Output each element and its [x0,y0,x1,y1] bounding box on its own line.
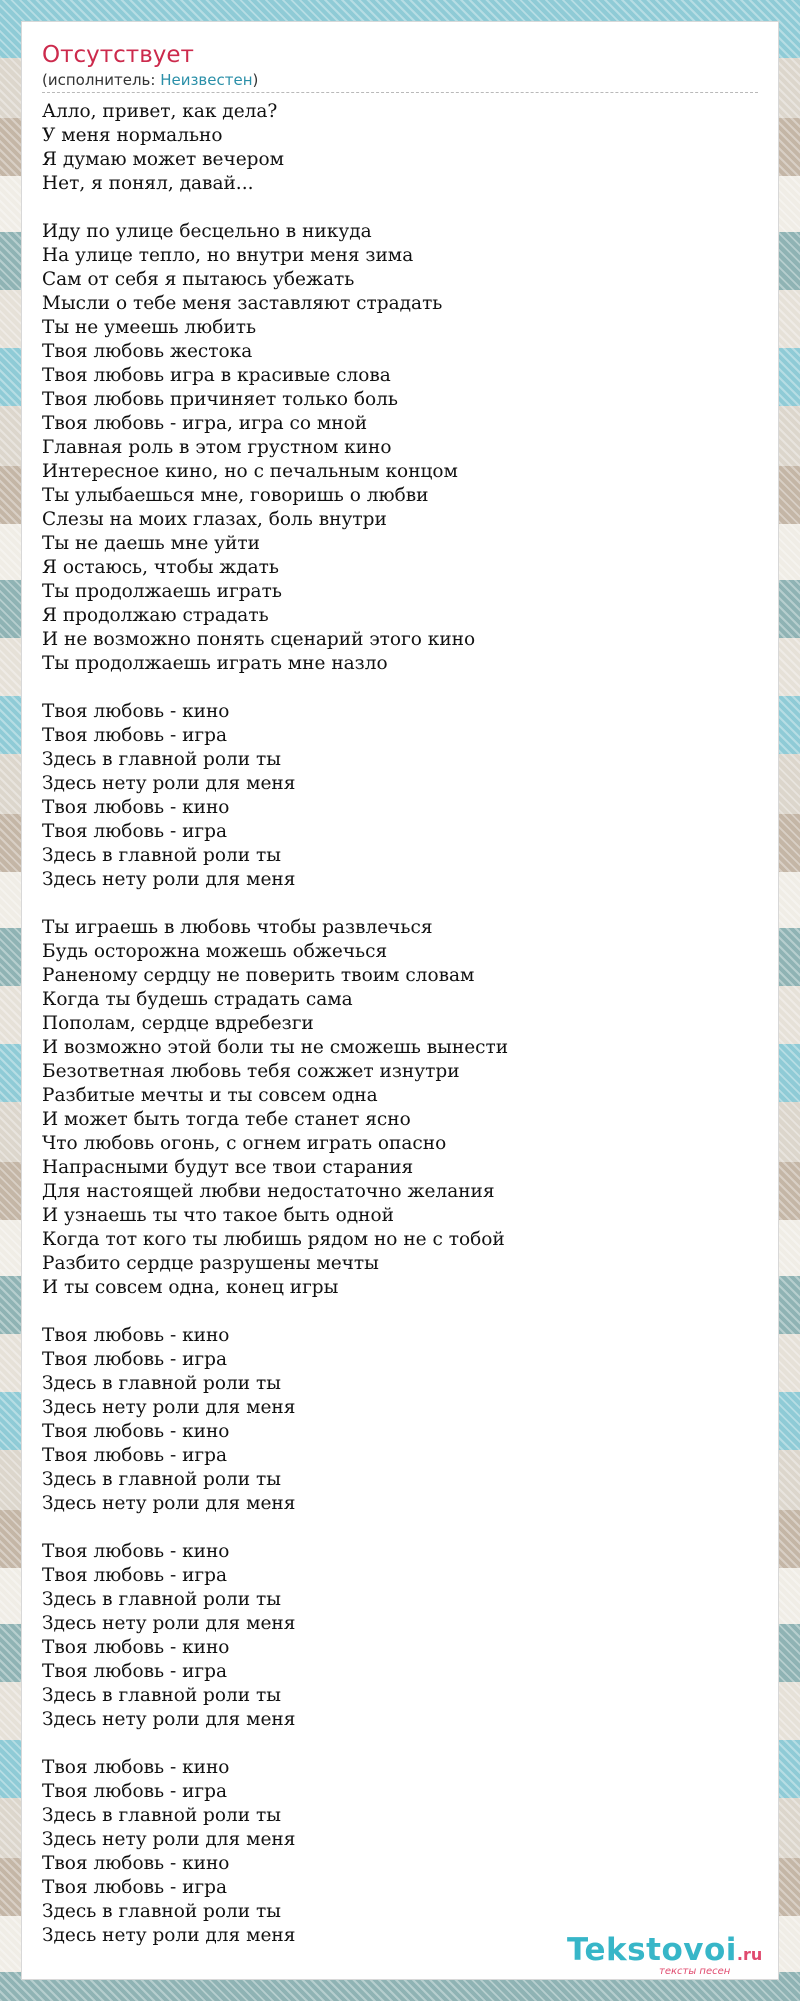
lyric-line: Твоя любовь - кино [42,797,230,818]
lyric-line: Сам от себя я пытаюсь убежать [42,269,355,290]
lyric-line: Здесь нету роли для меня [42,869,296,890]
lyric-line: Здесь нету роли для меня [42,1397,296,1418]
lyric-line: Твоя любовь - игра [42,1565,227,1586]
lyric-line: Твоя любовь - игра [42,1877,227,1898]
lyric-line: Здесь в главной роли ты [42,1589,281,1610]
lyrics-card [22,22,778,1979]
lyric-line: И может быть тогда тебе станет ясно [42,1109,411,1130]
lyric-line: Твоя любовь - кино [42,1421,230,1442]
lyric-line: Я остаюсь, чтобы ждать [42,557,279,578]
lyric-line: Напрасными будут все твои старания [42,1157,414,1178]
lyric-line: Твоя любовь - игра [42,725,227,746]
lyrics-stanza [42,700,758,892]
lyric-line: У меня нормально [42,125,223,146]
logo-name: Tekstovoi [567,1932,737,1968]
lyric-line: Здесь в главной роли ты [42,1373,281,1394]
lyric-line: И узнаешь ты что такое быть одной [42,1205,394,1226]
lyric-line: Я продолжаю страдать [42,605,269,626]
lyrics-stanza [42,1756,758,1948]
lyric-line: Иду по улице бесцельно в никуда [42,221,372,242]
lyrics-text [42,100,758,1972]
lyric-line: Ты не умеешь любить [42,317,257,338]
lyric-line: И не возможно понять сценарий этого кино [42,629,476,650]
lyrics-stanza [42,220,758,676]
artist-line [42,70,758,93]
lyric-line: Раненому сердцу не поверить твоим словам [42,965,475,986]
song-title: Отсутствует [42,42,194,68]
lyric-line: Для настоящей любви недостаточно желания [42,1181,495,1202]
lyric-line: Здесь нету роли для меня [42,1613,296,1634]
lyric-line: Ты играешь в любовь чтобы развлечься [42,917,433,938]
lyric-line: Твоя любовь - игра [42,1445,227,1466]
lyric-line: Здесь в главной роли ты [42,1901,281,1922]
lyric-line: Твоя любовь - игра [42,821,227,842]
lyric-line: Когда ты будешь страдать сама [42,989,353,1010]
lyric-line: Здесь в главной роли ты [42,1469,281,1490]
lyric-line: Разбито сердце разрушены мечты [42,1253,379,1274]
lyric-line: На улице тепло, но внутри меня зима [42,245,414,266]
lyric-line: Я думаю может вечером [42,149,285,170]
lyric-line: Твоя любовь - кино [42,1637,230,1658]
lyric-line: Здесь нету роли для меня [42,1829,296,1850]
lyrics-stanza [42,1540,758,1732]
lyric-line: Пополам, сердце вдребезги [42,1013,314,1034]
lyric-line: Нет, я понял, давай... [42,173,254,194]
artist-suffix: ) [252,71,259,89]
site-logo[interactable] [567,1932,763,1977]
lyric-line: Ты продолжаешь играть [42,581,282,602]
lyric-line: Ты улыбаешься мне, говоришь о любви [42,485,429,506]
lyric-line: Интересное кино, но с печальным концом [42,461,458,482]
lyric-line: И ты совсем одна, конец игры [42,1277,339,1298]
lyric-line: Твоя любовь - игра, игра со мной [42,413,368,434]
lyric-line: Здесь нету роли для меня [42,1925,296,1946]
lyric-line: Главная роль в этом грустном кино [42,437,392,458]
lyric-line: Ты продолжаешь играть мне назло [42,653,388,674]
lyric-line: Твоя любовь - кино [42,1541,230,1562]
lyric-line: Твоя любовь жестока [42,341,253,362]
lyric-line: Алло, привет, как дела? [42,101,278,122]
lyric-line: Твоя любовь - кино [42,1757,230,1778]
lyrics-stanza [42,1324,758,1516]
lyric-line: Здесь в главной роли ты [42,1805,281,1826]
lyric-line: Твоя любовь игра в красивые слова [42,365,391,386]
lyric-line: Здесь в главной роли ты [42,749,281,770]
lyric-line: Разбитые мечты и ты совсем одна [42,1085,378,1106]
lyric-line: Здесь в главной роли ты [42,845,281,866]
lyrics-stanza [42,916,758,1300]
lyric-line: Ты не даешь мне уйти [42,533,260,554]
lyric-line: Здесь в главной роли ты [42,1685,281,1706]
lyrics-stanza [42,100,758,196]
logo-tagline: тексты песен [659,1966,731,1977]
lyric-line: Мысли о тебе меня заставляют страдать [42,293,443,314]
lyric-line: Слезы на моих глазах, боль внутри [42,509,387,530]
lyric-line: Здесь нету роли для меня [42,773,296,794]
lyric-line: Твоя любовь - кино [42,1325,230,1346]
song-header [42,40,758,93]
lyric-line: Твоя любовь причиняет только боль [42,389,398,410]
lyric-line: Твоя любовь - кино [42,701,230,722]
lyric-line: Твоя любовь - игра [42,1661,227,1682]
lyric-line: Здесь нету роли для меня [42,1493,296,1514]
logo-tld: .ru [736,1945,763,1964]
lyric-line: Безответная любовь тебя сожжет изнутри [42,1061,460,1082]
lyric-line: Твоя любовь - игра [42,1349,227,1370]
lyric-line: Когда тот кого ты любишь рядом но не с тобой [42,1229,505,1250]
lyric-line: Твоя любовь - кино [42,1853,230,1874]
artist-prefix: (исполнитель: [42,71,161,89]
lyric-line: И возможно этой боли ты не сможешь вынести [42,1037,509,1058]
artist-link[interactable]: Неизвестен [160,71,253,89]
lyric-line: Что любовь огонь, с огнем играть опасно [42,1133,447,1154]
lyric-line: Будь осторожна можешь обжечься [42,941,388,962]
lyric-line: Твоя любовь - игра [42,1781,227,1802]
lyric-line: Здесь нету роли для меня [42,1709,296,1730]
